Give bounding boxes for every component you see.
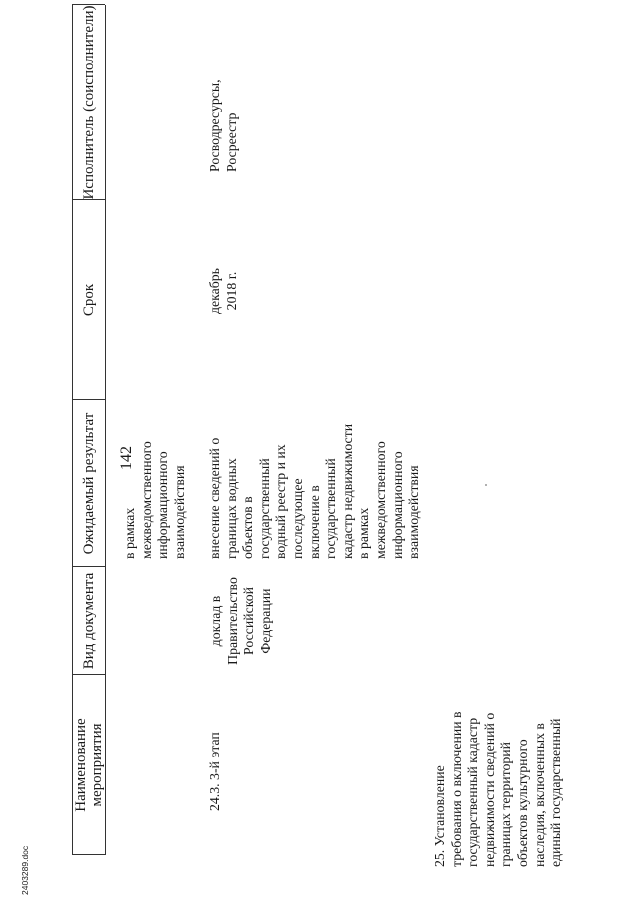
text-line: недвижимости сведений о bbox=[481, 712, 497, 867]
text-line: Федерации bbox=[257, 588, 273, 654]
text-line: наследия, включенных в bbox=[531, 723, 547, 867]
header-expected-result: Ожидаемый результат bbox=[80, 412, 97, 555]
text-line: 25. Установление bbox=[432, 765, 447, 867]
row-24-3-deadline bbox=[207, 261, 240, 321]
row-24-3-name: 24.3. 3-й этап bbox=[207, 732, 222, 811]
row-25-name bbox=[432, 711, 565, 867]
row-24-3-result bbox=[207, 424, 423, 559]
text-line: включение в bbox=[306, 485, 322, 559]
text-line: в рамках bbox=[356, 507, 372, 559]
text-line: декабрь bbox=[207, 268, 222, 314]
text-line: межведомственного bbox=[372, 441, 388, 559]
scan-speck bbox=[485, 484, 487, 486]
text-line: взаимодействия bbox=[171, 465, 187, 559]
row-24-3-doc-type bbox=[208, 571, 274, 671]
text-line: межведомственного bbox=[138, 441, 154, 559]
continued-result bbox=[122, 441, 188, 559]
page-number: 142 bbox=[118, 446, 135, 470]
text-line: информационного bbox=[389, 451, 405, 559]
text-line: внесение сведений о bbox=[207, 437, 222, 559]
text-line: Правительство bbox=[224, 577, 240, 665]
text-line: в рамках bbox=[122, 507, 137, 559]
header-separator bbox=[105, 5, 106, 855]
text-line: информационного bbox=[155, 451, 171, 559]
text-line: границах водных bbox=[223, 458, 239, 559]
text-line: последующее bbox=[289, 478, 305, 559]
text-line: водный реестр и их bbox=[273, 444, 289, 559]
footer-filename: 2403289.doc bbox=[20, 845, 30, 895]
text-line: государственный bbox=[256, 458, 272, 559]
header-name: Наименование мероприятия bbox=[72, 718, 105, 812]
header-executor: Исполнитель (соисполнители) bbox=[80, 5, 97, 200]
text-line: доклад в bbox=[208, 595, 223, 647]
text-line: 2018 г. bbox=[223, 271, 239, 311]
text-line: государственный кадастр bbox=[465, 717, 481, 867]
text-line: государственный bbox=[323, 458, 339, 559]
text-line: единый государственный bbox=[548, 718, 564, 867]
text-line: взаимодействия bbox=[406, 465, 422, 559]
text-line: Росреестр bbox=[223, 112, 239, 172]
text-line: границах территорий bbox=[498, 741, 514, 867]
text-line: кадастр недвижимости bbox=[339, 423, 355, 559]
text-line: объектов в bbox=[240, 496, 256, 559]
header-doc-type: Вид документа bbox=[80, 572, 97, 670]
text-line: объектов культурного bbox=[514, 739, 530, 867]
header-deadline: Срок bbox=[80, 283, 97, 317]
text-line: Росводресурсы, bbox=[207, 79, 222, 172]
text-line: требования о включении в bbox=[448, 711, 464, 867]
row-24-3-executor bbox=[207, 79, 240, 172]
text-line: Российской bbox=[241, 587, 257, 655]
